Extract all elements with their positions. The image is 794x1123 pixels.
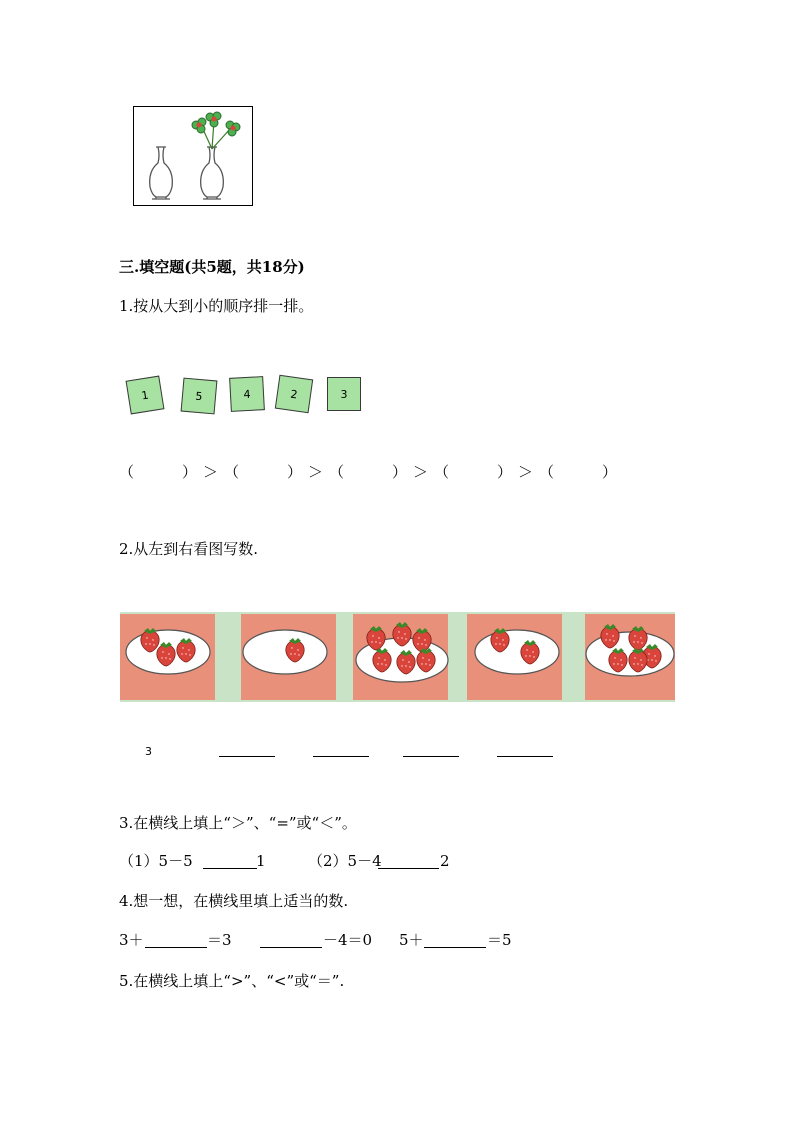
- question-4-text: 4.想一想，在横线里填上适当的数.: [119, 892, 349, 910]
- card-number: 4: [243, 387, 251, 401]
- strawberry-strip: [120, 612, 675, 702]
- section-title: 三.填空题(共5题，共18分): [119, 258, 305, 276]
- question-3-item-1-prefix: （1）5－5: [119, 852, 193, 870]
- question-4-eq-3-suffix: ＝5: [487, 931, 512, 949]
- card-number: 1: [140, 388, 150, 402]
- card-number: 3: [340, 387, 348, 401]
- question-1-answer-template: （ ）＞（ ）＞（ ）＞（ ）＞（ ）: [119, 463, 624, 481]
- question-3-item-2-suffix: 2: [440, 852, 450, 870]
- number-card: [275, 375, 313, 413]
- question-2-text: 2.从左到右看图写数.: [119, 540, 259, 558]
- card-number: 5: [194, 389, 204, 403]
- card-number: 2: [289, 387, 299, 401]
- question-3-text: 3.在横线上填上“＞”、“=”或“＜”。: [119, 814, 357, 832]
- answer-blank[interactable]: [378, 868, 439, 869]
- question-4-eq-3-prefix: 5＋: [399, 931, 424, 949]
- answer-blank[interactable]: [403, 756, 459, 757]
- answer-blank[interactable]: [424, 947, 486, 948]
- answer-blank[interactable]: [203, 868, 257, 869]
- flower-icon: [192, 112, 240, 136]
- answer-blank[interactable]: [145, 947, 207, 948]
- question-5-text: 5.在横线上填上“>”、“<”或“＝”.: [119, 972, 345, 990]
- strawberry-plates-illustration: [120, 612, 675, 702]
- question-4-eq-1-prefix: 3＋: [119, 931, 144, 949]
- question-2-first-answer: 3: [145, 745, 152, 758]
- question-1-text: 1.按从大到小的顺序排一排。: [119, 297, 314, 315]
- number-card: [229, 376, 265, 412]
- vase-figure: [133, 106, 253, 206]
- vases-illustration: [134, 107, 252, 205]
- number-card: [181, 378, 218, 415]
- question-3-item-1-suffix: 1: [256, 852, 266, 870]
- number-card: [327, 377, 361, 411]
- number-card: [126, 376, 165, 415]
- answer-blank[interactable]: [260, 947, 322, 948]
- question-4-eq-1-suffix: ＝3: [207, 931, 232, 949]
- question-4-eq-2-suffix: －4＝0: [323, 931, 373, 949]
- answer-blank[interactable]: [313, 756, 369, 757]
- answer-blank[interactable]: [497, 756, 553, 757]
- answer-blank[interactable]: [219, 756, 275, 757]
- question-3-item-2-prefix: （2）5－4: [308, 852, 382, 870]
